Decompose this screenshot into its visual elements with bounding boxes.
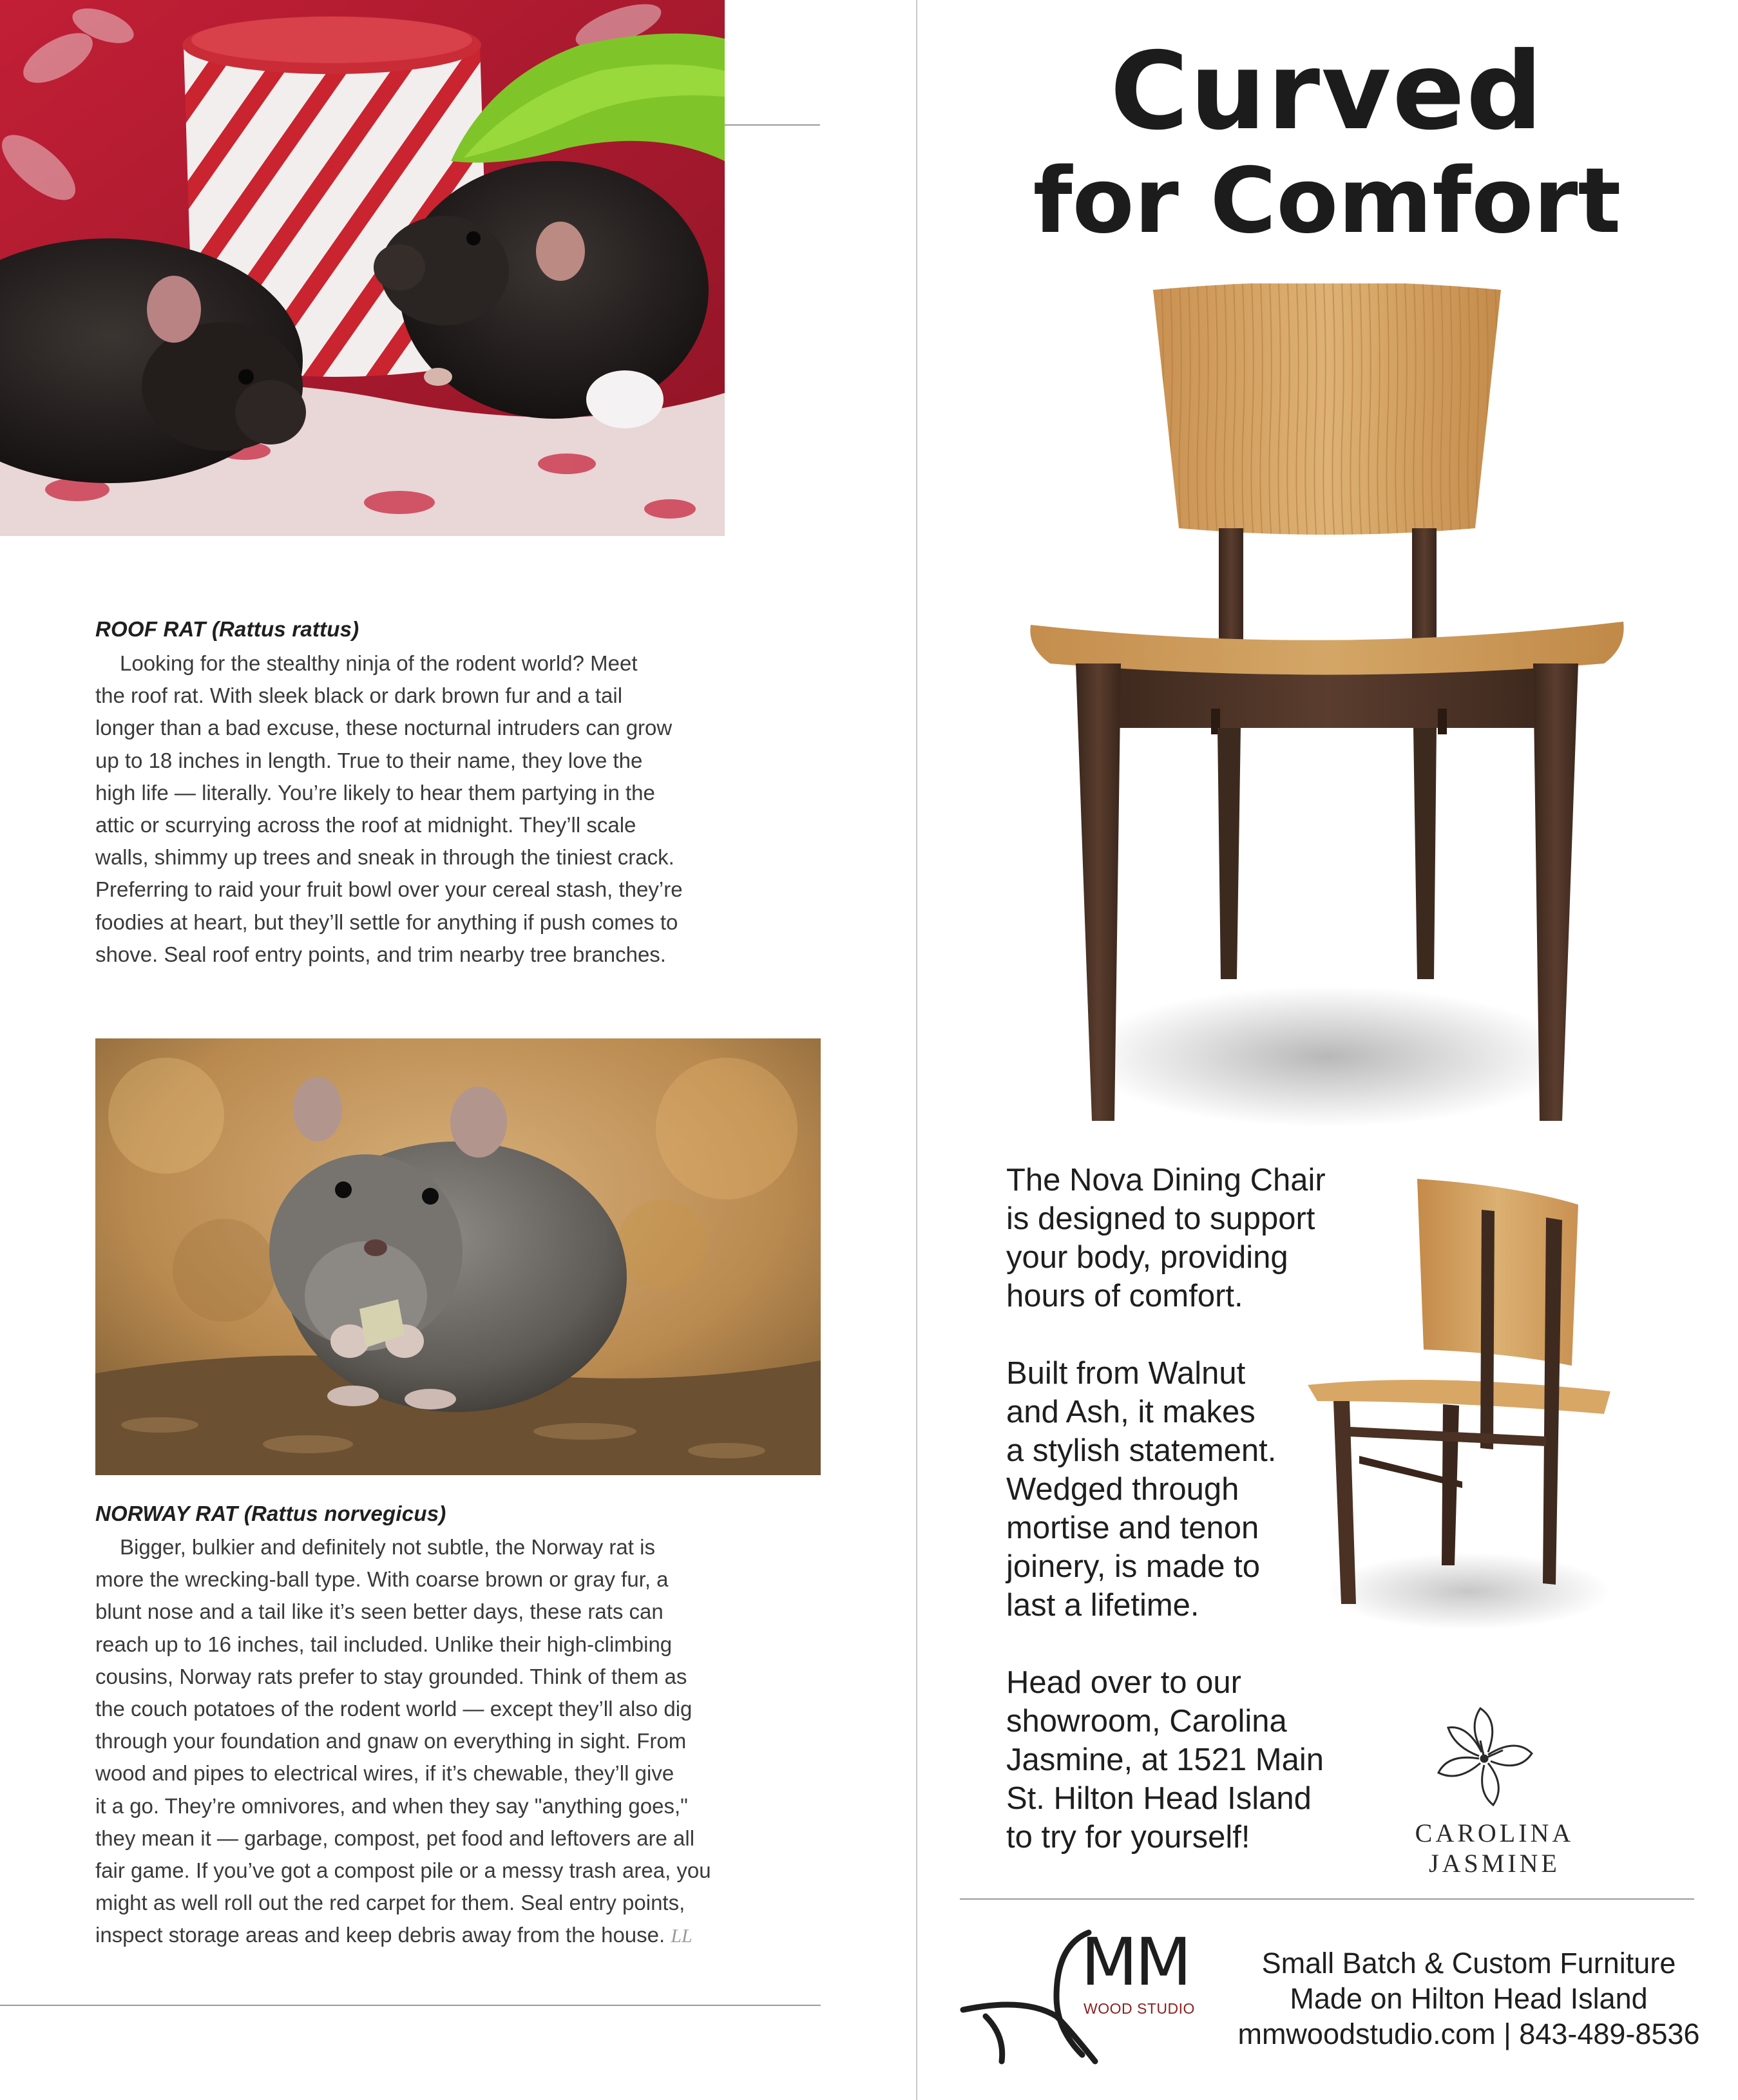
carolina-jasmine-brand: CAROLINA JASMINE [1415, 1818, 1574, 1878]
page-gutter [916, 0, 917, 2100]
ad-p2-line: Built from Walnut [1006, 1356, 1246, 1391]
norway-rat-line: Bigger, bulkier and definitely not subtle, the Norway rat is [120, 1535, 655, 1559]
roof-rat-line: up to 18 inches in length. True to their name, they love the [95, 748, 643, 772]
norway-rat-heading: NORWAY RAT (Rattus norvegicus) [95, 1502, 446, 1525]
norway-rat-line: fair game. If you’ve got a compost pile or a messy trash area, you [95, 1858, 711, 1883]
ad-p1-line: your body, providing [1006, 1240, 1288, 1275]
norway-rat-line: cousins, Norway rats prefer to stay grounded. Think of them as [95, 1664, 687, 1688]
ad-p2-line: a stylish statement. [1006, 1433, 1277, 1468]
footer-contact: mmwoodstudio.com | 843-489-8536 [1237, 2018, 1700, 2050]
roof-rat-photo [0, 0, 725, 536]
ad-p1-line: hours of comfort. [1006, 1279, 1243, 1313]
roof-rat-line: attic or scurrying across the roof at midnight. They’ll scale [95, 813, 636, 837]
mm-logo-text: MM [1081, 1924, 1190, 2001]
ad-paragraph-2 [1006, 1354, 1276, 1625]
ad-p2-line: last a lifetime. [1006, 1588, 1199, 1623]
norway-rat-line: through your foundation and gnaw on everything in sight. From [95, 1729, 687, 1753]
norway-rat-line: it a go. They’re omnivores, and when they say "anything goes," [95, 1793, 688, 1818]
ad-headline-line1: Curved [1110, 30, 1544, 154]
bottom-rule [0, 2005, 821, 2006]
norway-rat-photo [95, 1038, 821, 1475]
nova-chair-angle-image [1301, 1179, 1623, 1630]
norway-rat-line: wood and pipes to electrical wires, if it’s chewable, they’ll give [95, 1761, 674, 1786]
norway-rat-line: more the wrecking-ball type. With coarse brown or gray fur, a [95, 1567, 669, 1592]
norway-rat-line: they mean it — garbage, compost, pet food and leftovers are all [95, 1826, 695, 1850]
end-mark: LL [671, 1925, 692, 1947]
norway-rat-body [95, 1531, 797, 1953]
ad-paragraph-3 [1006, 1663, 1324, 1857]
ad-p3-line: showroom, Carolina [1006, 1704, 1287, 1739]
norway-rat-line: reach up to 16 inches, tail included. Unlike their high-climbing [95, 1632, 673, 1656]
roof-rat-heading: ROOF RAT (Rattus rattus) [95, 617, 359, 641]
norway-rat-line: blunt nose and a tail like it’s seen better days, these rats can [95, 1599, 664, 1624]
ad-p3-line: St. Hilton Head Island [1006, 1781, 1312, 1816]
ad-headline-line2: for Comfort [1033, 149, 1621, 254]
roof-rat-line: high life — literally. You’re likely to hear them partying in the [95, 780, 655, 805]
roof-rat-line: Preferring to raid your fruit bowl over your cereal stash, they’re [95, 877, 683, 902]
ad-footer-rule [960, 1898, 1694, 1900]
roof-rat-line: foodies at heart, but they’ll settle for anything if push comes to [95, 910, 678, 934]
top-rule [725, 124, 820, 126]
ad-p3-line: Jasmine, at 1521 Main [1006, 1742, 1324, 1777]
carolina-jasmine-flower-icon [1429, 1702, 1538, 1811]
roof-rat-line: walls, shimmy up trees and sneak in through the tiniest crack. [95, 845, 674, 870]
ad-p3-line: to try for yourself! [1006, 1820, 1250, 1855]
norway-rat-line-last [95, 1919, 797, 1952]
ad-p2-line: mortise and tenon [1006, 1511, 1259, 1545]
ad-p2-line: Wedged through [1006, 1472, 1239, 1507]
ad-p3-line: Head over to our [1006, 1665, 1241, 1700]
ad-footer-info [1224, 1945, 1714, 2052]
ad-p1-line: The Nova Dining Chair [1006, 1163, 1326, 1198]
norway-rat-line: might as well roll out the red carpet for them. Seal entry points, [95, 1891, 685, 1915]
ad-paragraph-1 [1006, 1161, 1326, 1315]
nova-chair-front-image [1024, 283, 1630, 1134]
footer-location: Made on Hilton Head Island [1290, 1982, 1648, 2015]
footer-tagline: Small Batch & Custom Furniture [1261, 1947, 1676, 1980]
ad-p1-line: is designed to support [1006, 1201, 1315, 1236]
roof-rat-line: Looking for the stealthy ninja of the rodent world? Meet [120, 651, 638, 675]
ad-p2-line: and Ash, it makes [1006, 1395, 1256, 1429]
roof-rat-line: shove. Seal roof entry points, and trim nearby tree branches. [95, 942, 666, 966]
roof-rat-line: the roof rat. With sleek black or dark brown fur and a tail [95, 683, 623, 708]
mm-logo-subtitle: WOOD STUDIO [1084, 2000, 1195, 2017]
roof-rat-line: longer than a bad excuse, these nocturnal intruders can grow [95, 716, 673, 740]
ad-p2-line: joinery, is made to [1006, 1549, 1260, 1584]
roof-rat-body [95, 647, 797, 971]
norway-rat-last-text: inspect storage areas and keep debris away from the house. [95, 1923, 665, 1947]
norway-rat-line: the couch potatoes of the rodent world — except they’ll also dig [95, 1697, 692, 1721]
